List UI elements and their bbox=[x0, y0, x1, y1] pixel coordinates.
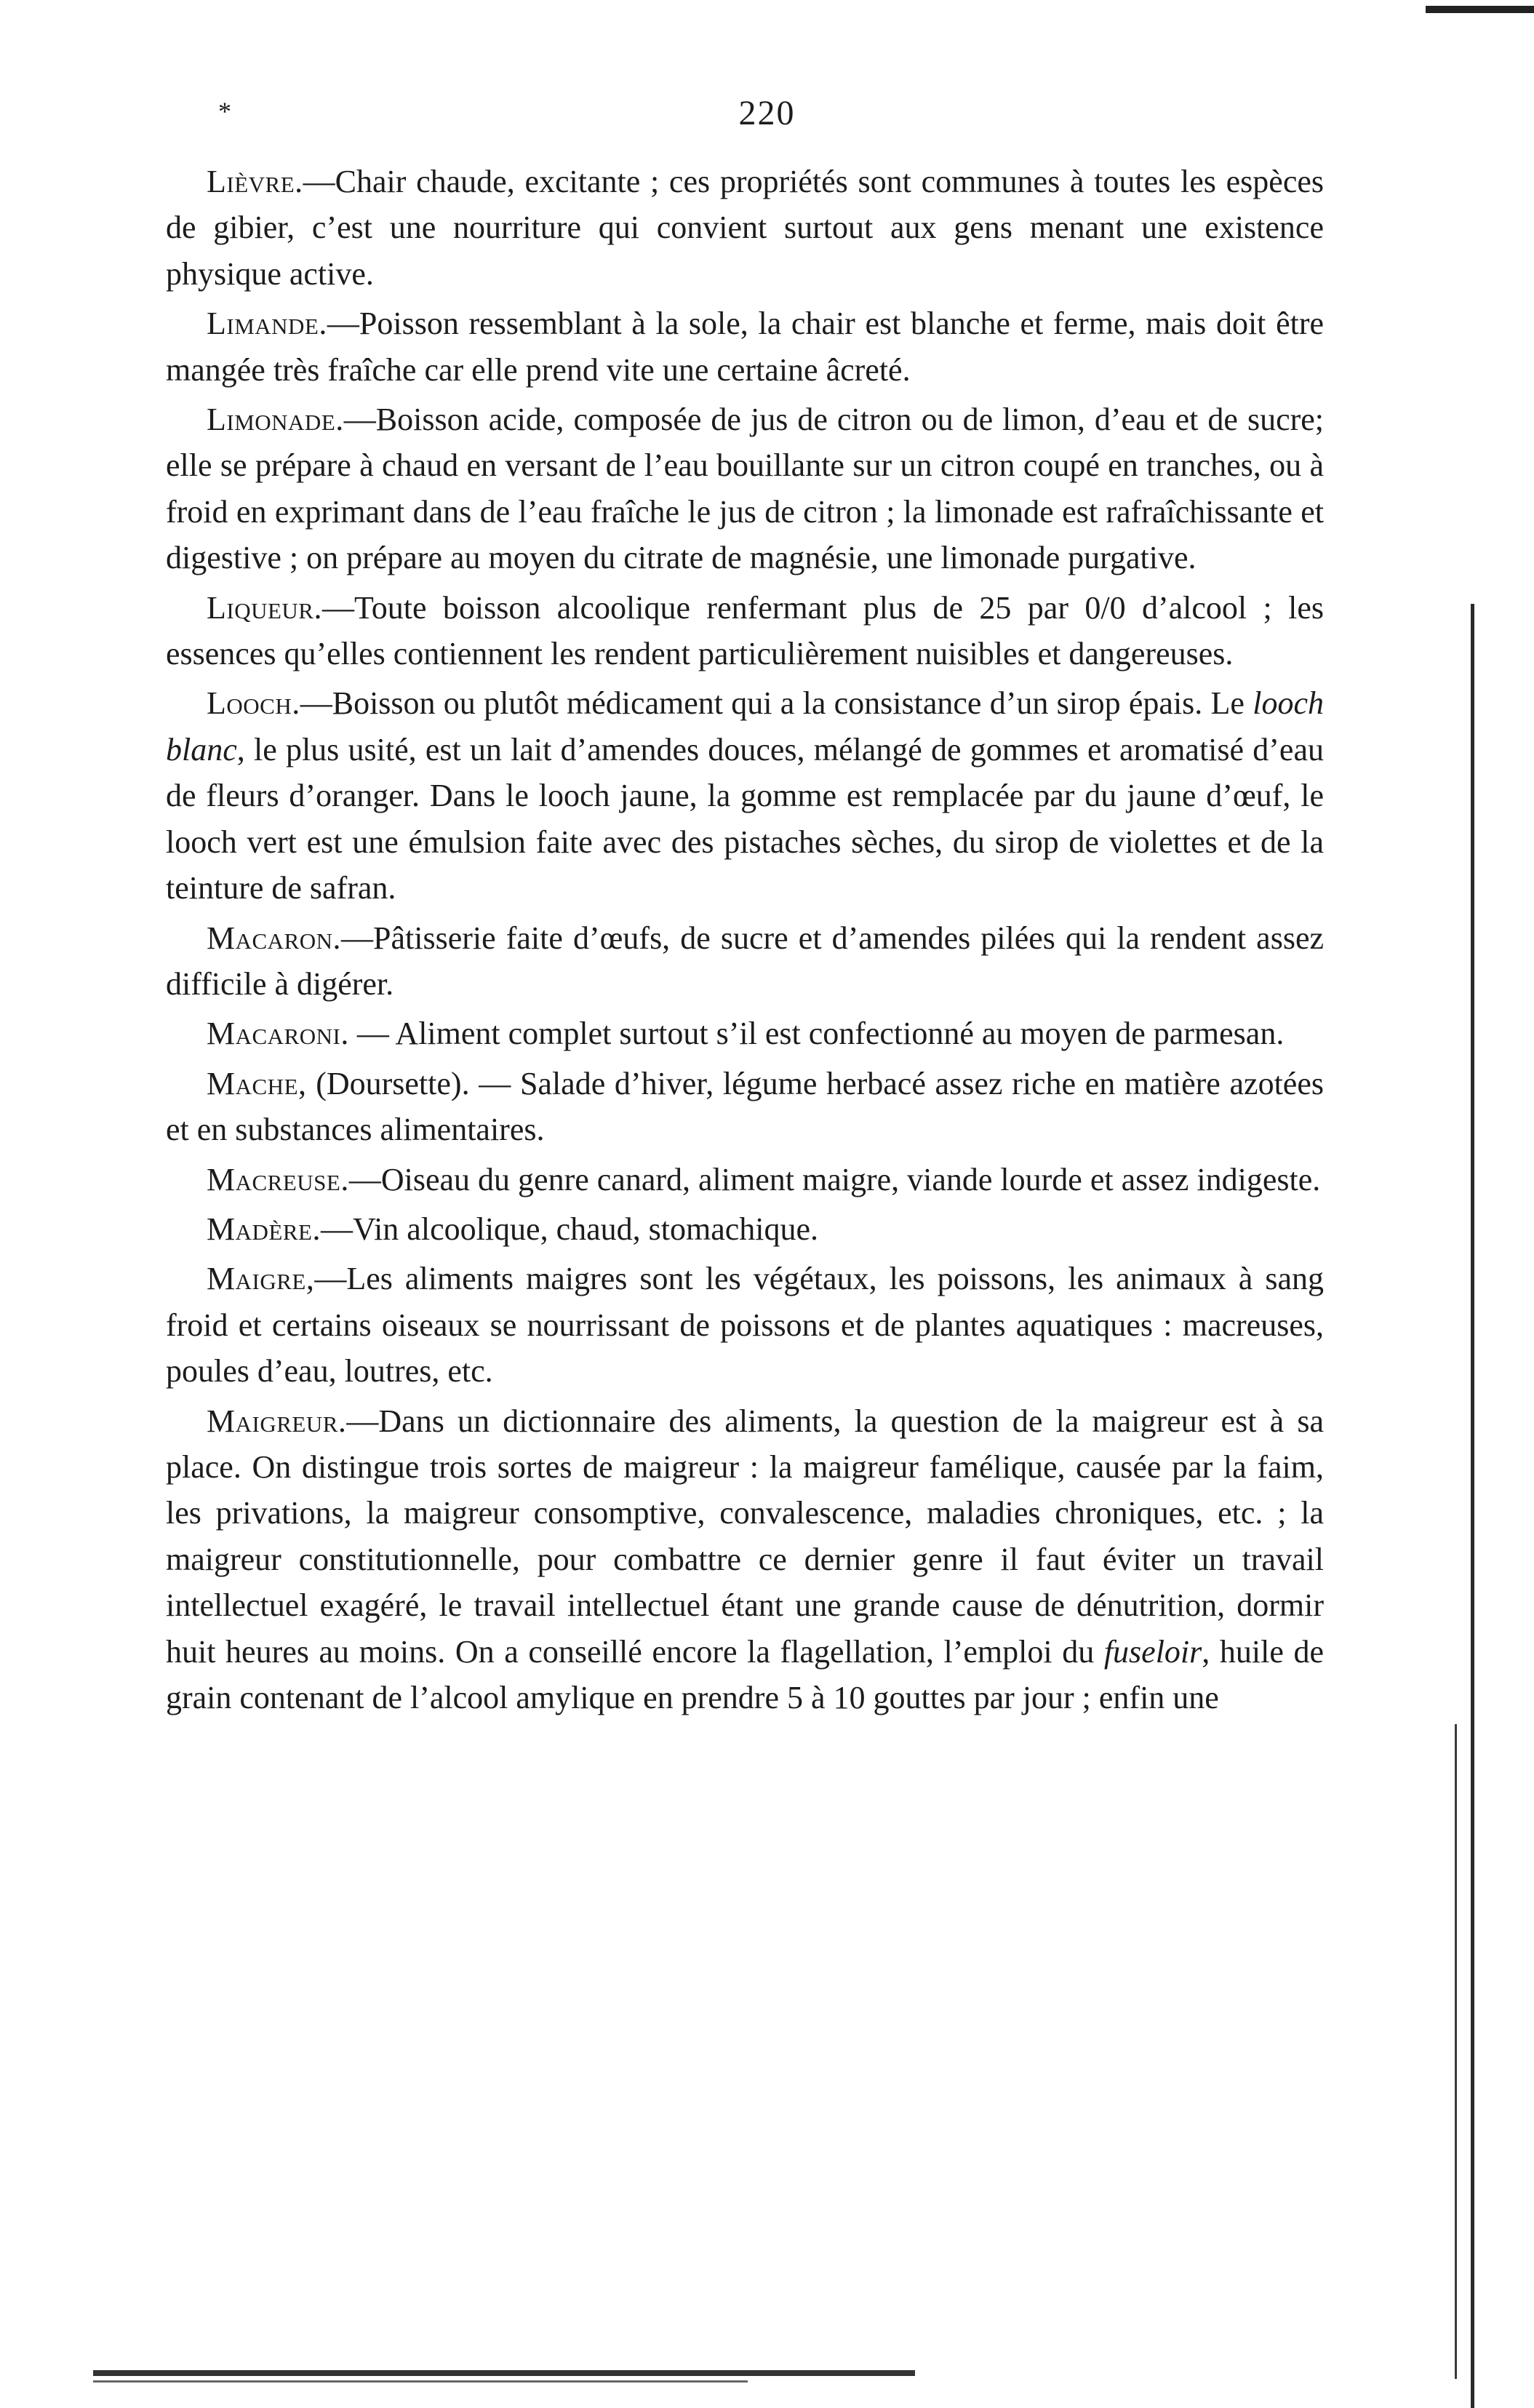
page-number: 220 bbox=[738, 94, 796, 132]
entry-head: Looch. bbox=[207, 685, 300, 722]
entry-mache bbox=[166, 1061, 1324, 1153]
entry-body: —Vin alcoolique, chaud, stomachique. bbox=[320, 1211, 819, 1247]
entry-macreuse bbox=[166, 1157, 1324, 1203]
entry-body: — Aliment complet surtout s’il est confectionné au moyen de parmesan. bbox=[348, 1016, 1285, 1052]
entry-head: Limonade. bbox=[207, 402, 344, 438]
entry-head: Macreuse. bbox=[207, 1161, 349, 1197]
scan-bottom-rule bbox=[93, 2370, 915, 2376]
scan-corner-mark bbox=[1426, 6, 1534, 13]
entry-head: Macaroni. bbox=[207, 1016, 349, 1052]
entry-body: —Poisson ressemblant à la sole, la chair est blanche et ferme, mais doit être mangée très fraîche car elle prend vite une certaine âcreté. bbox=[166, 306, 1324, 388]
entry-body: —Pâtisserie faite d’œufs, de sucre et d’amendes pilées qui la rendent assez difficile à digérer. bbox=[166, 920, 1324, 1002]
entry-head: Lièvre. bbox=[207, 164, 303, 199]
scan-edge-line bbox=[1471, 604, 1474, 2408]
entry-body: —Les aliments maigres sont les végétaux, les poissons, les animaux à sang froid et certains oiseaux se nourrissant de poissons et de plantes aquatiques : macreuses, poules d’eau, loutres, etc. bbox=[166, 1261, 1324, 1390]
entry-lievre bbox=[166, 159, 1324, 297]
entry-macaron bbox=[166, 915, 1324, 1008]
entry-looch bbox=[166, 680, 1324, 911]
entry-head: Madère. bbox=[207, 1211, 321, 1247]
entry-madere bbox=[166, 1206, 1324, 1252]
entry-body: —Dans un dictionnaire des aliments, la question de la maigreur est à sa place. On distingue trois sortes de maigreur : la maigreur famélique, causée par la faim, les privations, la maigreur consomptive, convalescence, maladies chroniques, etc. ; la maigreur constitutionnelle, pour combattre ce dernier genre il faut éviter un travail intellectuel exagéré, le travail intellectuel étant une grande cause de dénutrition, dormir huit heures au moins. On a conseillé encore la flagellation, l’emploi du bbox=[166, 1403, 1324, 1670]
entry-head: Liqueur. bbox=[207, 589, 322, 626]
entry-macaroni bbox=[166, 1010, 1324, 1056]
entry-head: Mache, bbox=[207, 1065, 307, 1101]
entry-body: —Oiseau du genre canard, aliment maigre, viande lourde et assez indigeste. bbox=[348, 1161, 1321, 1197]
entry-liqueur bbox=[166, 585, 1324, 677]
entry-italic-term: fuseloir bbox=[1103, 1633, 1202, 1670]
entry-body: (Doursette). — Salade d’hiver, légume herbacé assez riche en matière azotées et en substances alimentaires. bbox=[166, 1065, 1324, 1148]
entry-body: , le plus usité, est un lait d’amendes douces, mélangé de gommes et aromatisé d’eau de fleurs d’oranger. Dans le looch jaune, la gomme est remplacée par du jaune d’œuf, le looch vert est une émulsion faite avec des pistaches sèches, du sirop de violettes et de la teinture de safran. bbox=[166, 731, 1324, 906]
entry-limonade bbox=[166, 396, 1324, 581]
entry-body: —Boisson ou plutôt médicament qui a la consistance d’un sirop épais. Le bbox=[300, 685, 1253, 722]
dictionary-text bbox=[166, 159, 1324, 1721]
entry-body: —Chair chaude, excitante ; ces propriétés sont communes à toutes les espèces de gibier, c’est une nourriture qui convient surtout aux gens menant une existence physique active. bbox=[166, 164, 1324, 292]
entry-head: Maigreur. bbox=[207, 1403, 347, 1439]
page-mark: * bbox=[218, 97, 231, 126]
entry-body: —Toute boisson alcoolique renfermant plus de 25 par 0/0 d’alcool ; les essences qu’elles contiennent les rendent particulièrement nuisibles et dangereuses. bbox=[166, 589, 1324, 672]
entry-body: —Boisson acide, composée de jus de citron ou de limon, d’eau et de sucre; elle se prépare à chaud en versant de l’eau bouillante sur un citron coupé en tranches, ou à froid en exprimant dans de l’eau fraîche le jus de citron ; la limonade est rafraîchissante et digestive ; on prépare au moyen du citrate de magnésie, une limonade purgative. bbox=[166, 402, 1324, 576]
entry-head: Macaron. bbox=[207, 920, 342, 956]
entry-limande bbox=[166, 300, 1324, 393]
entry-maigreur bbox=[166, 1398, 1324, 1721]
entry-italic-term: looch blanc bbox=[166, 685, 1324, 768]
entry-maigre bbox=[166, 1256, 1324, 1394]
entry-body: , huile de grain contenant de l’alcool amylique en prendre 5 à 10 gouttes par jour ; enfin une bbox=[166, 1633, 1324, 1715]
scan-bottom-rule bbox=[93, 2380, 748, 2383]
entry-head: Limande. bbox=[207, 306, 327, 342]
scan-edge-line bbox=[1455, 1724, 1457, 2379]
entry-head: Maigre, bbox=[207, 1261, 315, 1297]
